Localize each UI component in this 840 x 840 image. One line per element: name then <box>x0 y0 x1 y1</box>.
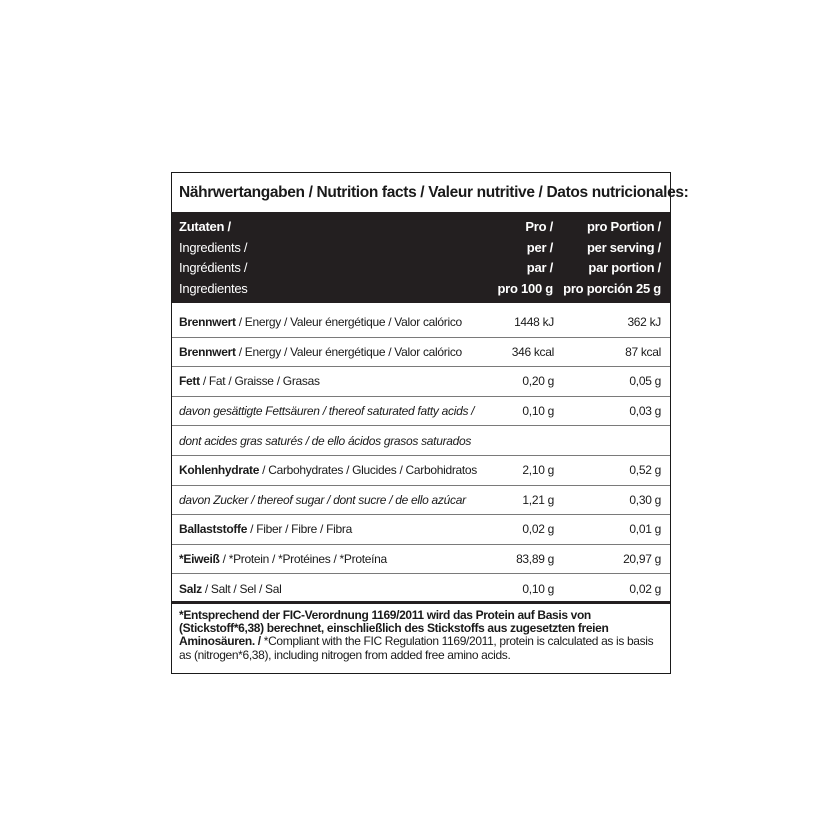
table-row-salt <box>172 573 670 603</box>
table-row-saturated-fat-continued <box>172 425 670 455</box>
table-row-energy-kcal <box>172 337 670 367</box>
header-per-100g-column <box>497 217 553 299</box>
row-label: Brennwert / Energy / Valeur énergétique / Valor calórico <box>179 314 462 329</box>
row-value-per-serving: 0,52 g <box>629 463 661 478</box>
row-value-per-serving: 0,30 g <box>629 492 661 507</box>
footnote-english: *Compliant with the FIC Regulation 1169/2011, protein is calculated as is basis as (nitrogen*6,38), including nitrogen from added free amino acids. <box>179 634 654 662</box>
header-per-serving-en: per serving / <box>586 239 661 255</box>
table-row-fiber <box>172 514 670 544</box>
table-row-sugar <box>172 485 670 515</box>
row-value-per-100g: 346 kcal <box>511 344 554 359</box>
table-title: Nährwertangaben / Nutrition facts / Valeur nutritive / Datos nutricionales: <box>179 183 689 201</box>
row-value-per-100g: 0,02 g <box>522 522 554 537</box>
header-per-100g-en: per / <box>526 239 553 255</box>
row-value-per-serving: 362 kJ <box>627 314 661 329</box>
row-value-per-serving: 20,97 g <box>623 552 661 567</box>
footnote-german: *Entsprechend der FIC-Verordnung 1169/2011 wird das Protein auf Basis von (Stickstoff*6,38) berechnet, einschließlich des Stickstoffs aus zugesetzten freien Aminosäuren. / <box>179 608 609 649</box>
table-row-energy-kj <box>172 307 670 337</box>
header-per-serving-es: pro porción 25 g <box>563 280 661 296</box>
row-value-per-serving: 87 kcal <box>625 344 661 359</box>
row-value-per-100g: 1,21 g <box>522 492 554 507</box>
header-ingredients-column <box>179 217 248 299</box>
table-row-fat <box>172 366 670 396</box>
row-label: Salz / Salt / Sel / Sal <box>179 581 282 596</box>
row-label: Fett / Fat / Graisse / Grasas <box>179 374 320 389</box>
row-label: davon Zucker / thereof sugar / dont sucre / de ello azúcar <box>179 492 466 507</box>
row-value-per-100g: 1448 kJ <box>514 314 554 329</box>
row-value-per-serving: 0,02 g <box>629 581 661 596</box>
nutrition-facts-panel <box>171 172 689 674</box>
header-ingredients-de: Zutaten / <box>179 219 231 234</box>
protein-footnote <box>172 601 670 662</box>
header-per-100g-es: pro 100 g <box>497 280 553 296</box>
header-ingredients-en: Ingredients / <box>179 239 248 255</box>
row-value-per-100g: 0,10 g <box>522 404 554 419</box>
row-value-per-100g: 0,10 g <box>522 581 554 596</box>
row-label: Kohlenhydrate / Carbohydrates / Glucides / Carbohidratos <box>179 463 478 478</box>
table-header <box>172 212 670 303</box>
nutrition-rows <box>172 307 670 603</box>
row-label: davon gesättigte Fettsäuren / thereof saturated fatty acids / <box>179 404 475 419</box>
row-value-per-serving: 0,03 g <box>629 404 661 419</box>
table-row-protein <box>172 544 670 574</box>
header-per-100g-fr: par / <box>526 260 553 275</box>
row-label: dont acides gras saturés / de ello ácidos grasos saturados <box>179 433 472 448</box>
header-ingredients-fr: Ingrédients / <box>179 260 248 275</box>
row-value-per-100g: 0,20 g <box>522 374 554 389</box>
row-value-per-100g: 2,10 g <box>522 463 554 478</box>
table-row-carbohydrates <box>172 455 670 485</box>
row-label: *Eiweiß / *Protein / *Protéines / *Proteína <box>179 552 387 567</box>
row-value-per-100g: 83,89 g <box>516 552 554 567</box>
header-per-serving-de: pro Portion / <box>586 219 661 234</box>
row-value-per-serving: 0,01 g <box>629 522 661 537</box>
header-ingredients-es: Ingredientes <box>179 280 248 296</box>
row-label: Ballaststoffe / Fiber / Fibre / Fibra <box>179 522 352 537</box>
header-per-serving-fr: par portion / <box>588 260 661 275</box>
header-per-100g-de: Pro / <box>525 219 553 234</box>
header-per-serving-column <box>563 217 661 299</box>
table-row-saturated-fat <box>172 396 670 426</box>
row-value-per-serving: 0,05 g <box>629 374 661 389</box>
row-label: Brennwert / Energy / Valeur énergétique / Valor calórico <box>179 344 462 359</box>
